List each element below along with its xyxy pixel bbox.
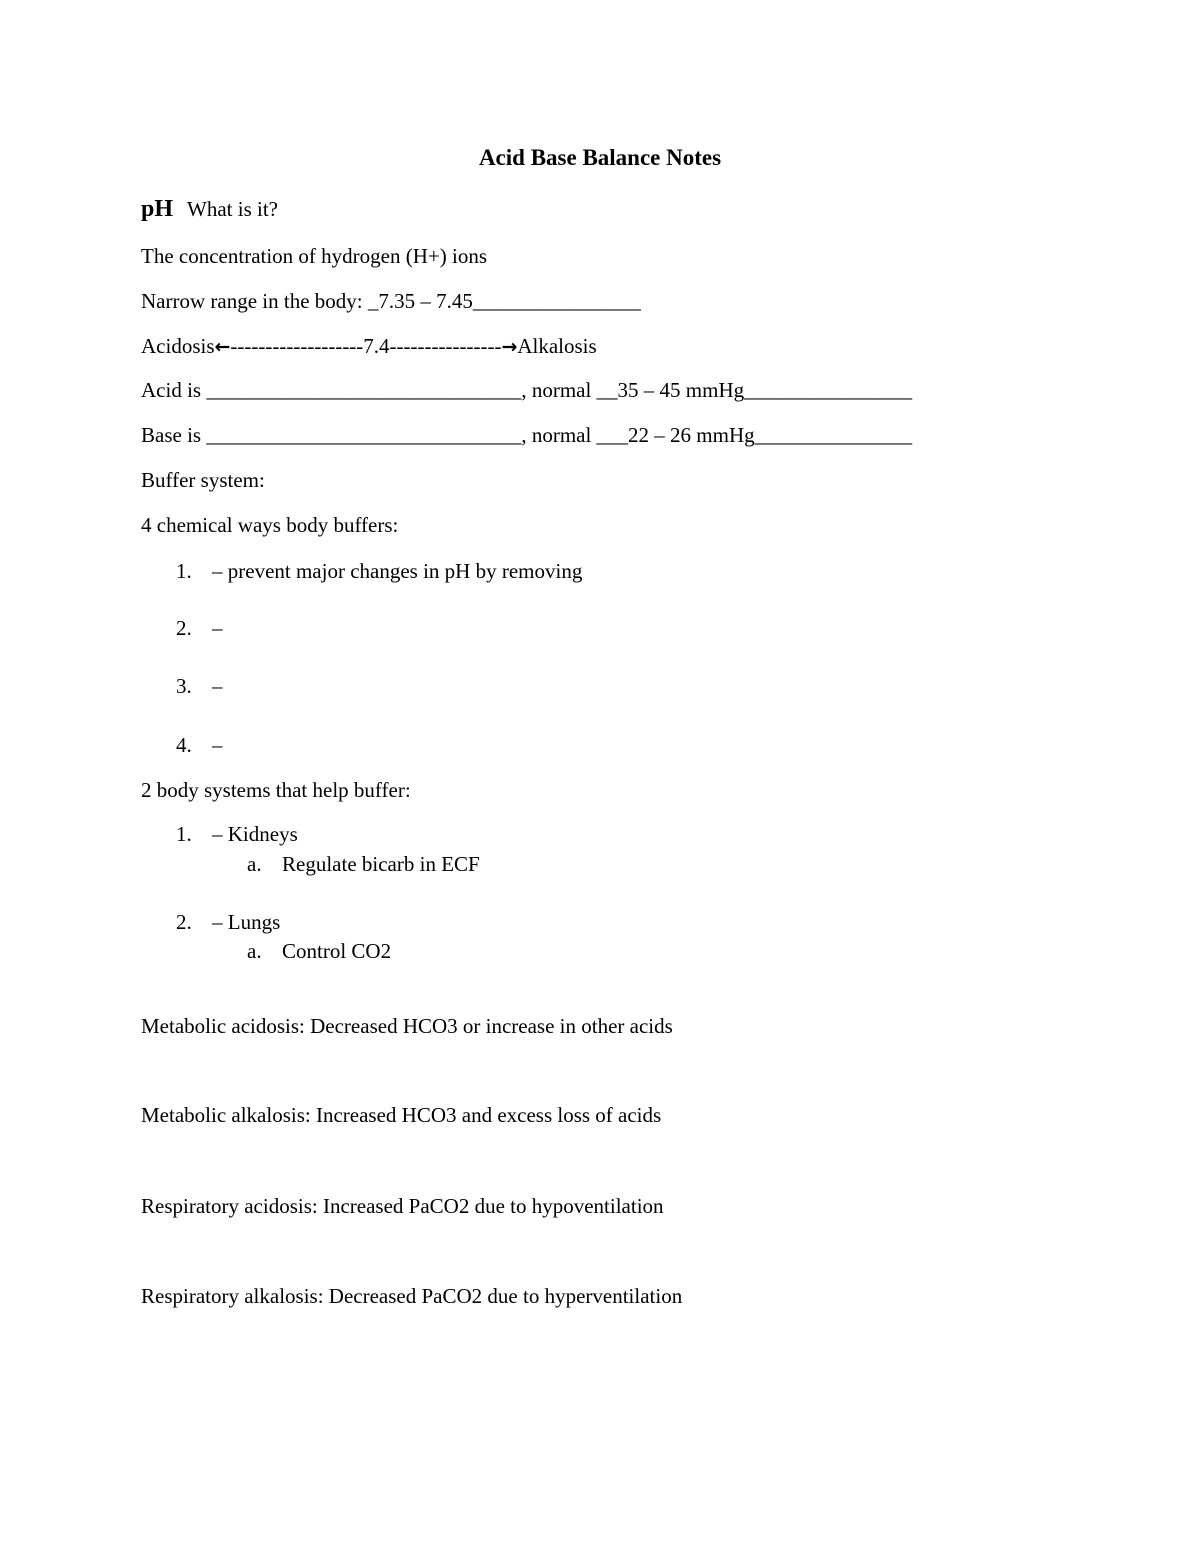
sub-list-item-letter: a. [247,852,262,876]
left-arrow-icon: ← [214,336,231,358]
definition-respiratory-alkalosis: Respiratory alkalosis: Decreased PaCO2 due to hyperventilation [141,1284,683,1308]
definition-metabolic-alkalosis: Metabolic alkalosis: Increased HCO3 and excess loss of acids [141,1103,662,1127]
sub-list-item-text: Regulate bicarb in ECF [282,852,480,876]
body-systems-heading: 2 body systems that help buffer: [141,778,411,802]
sub-list-item-text: Control CO2 [282,939,392,963]
list-item-number: 1. [176,559,192,583]
right-arrow-icon: → [501,336,518,358]
definition-respiratory-acidosis: Respiratory acidosis: Increased PaCO2 due to hypoventilation [141,1194,664,1218]
ph-heading-line [141,196,278,222]
page-title: Acid Base Balance Notes [478,145,722,170]
list-item-text: – [212,674,223,698]
ph-question: What is it? [187,197,278,221]
definition-metabolic-acidosis: Metabolic acidosis: Decreased HCO3 or increase in other acids [141,1014,673,1038]
list-item-text: – [212,616,223,640]
alkalosis-label: Alkalosis [517,334,597,358]
base-line: Base is ______________________________, normal ___22 – 26 mmHg_______________ [141,423,913,447]
acid-line: Acid is ______________________________, normal __35 – 45 mmHg________________ [141,378,913,402]
sub-list-item-letter: a. [247,939,262,963]
list-item-number: 1. [176,822,192,846]
list-item-number: 2. [176,910,192,934]
list-item-text: – Kidneys [212,822,298,846]
list-item-text: – Lungs [212,910,281,934]
narrow-range-line: Narrow range in the body: _7.35 – 7.45________________ [141,289,641,313]
acidosis-label: Acidosis [141,334,215,358]
list-item-text: – [212,733,223,757]
concentration-line: The concentration of hydrogen (H+) ions [141,244,487,268]
list-item-number: 3. [176,674,192,698]
list-item-text: – prevent major changes in pH by removing [212,559,583,583]
ph-heading: pH [141,196,174,222]
scale-middle: -------------------7.4---------------- [230,334,502,358]
ph-scale-line [141,333,597,360]
chemical-ways-heading: 4 chemical ways body buffers: [141,513,399,537]
buffer-system-line: Buffer system: [141,468,265,492]
list-item-number: 2. [176,616,192,640]
list-item-number: 4. [176,733,192,757]
